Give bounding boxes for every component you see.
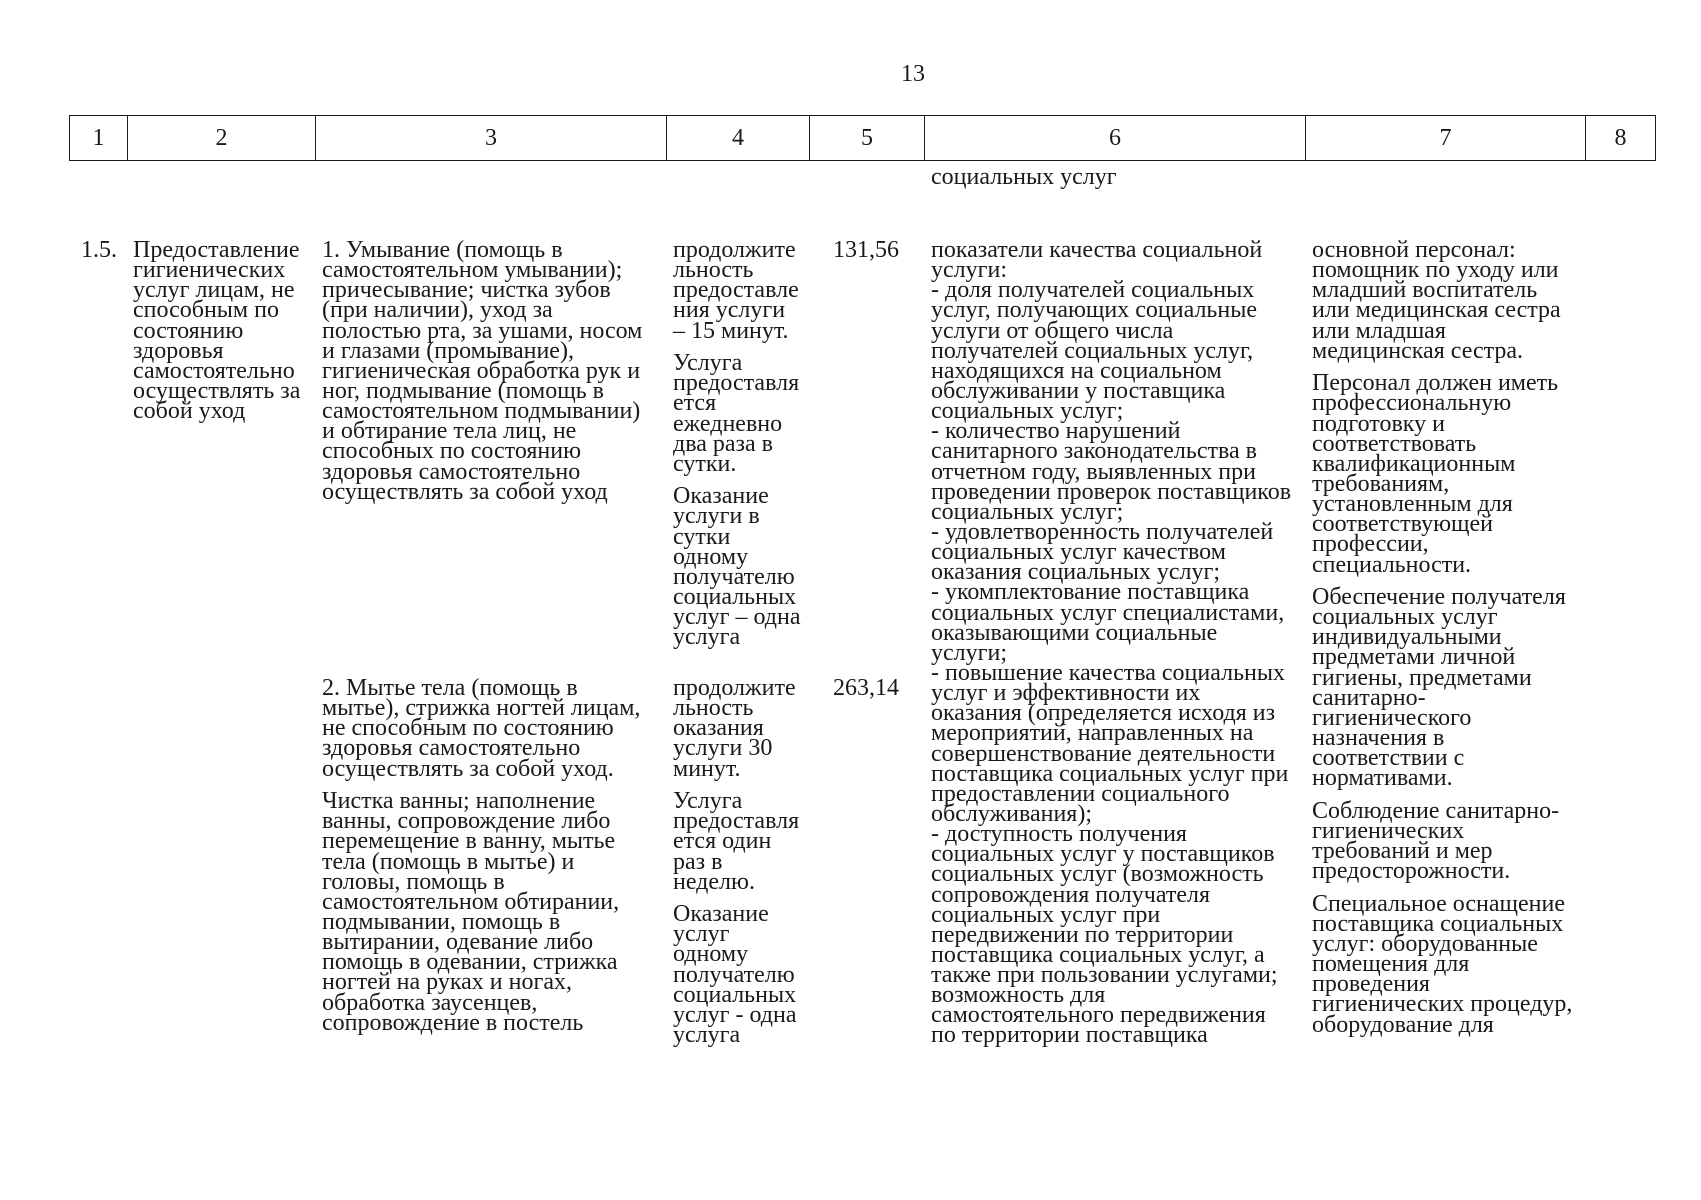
text-line: ется [673,390,717,417]
text-line: предоставлении социального [931,780,1230,807]
text-line: льность [673,695,754,722]
text-line: вытирании, одевание либо [322,929,594,956]
text-line: Предоставление [133,237,300,263]
text-line: получателю [673,961,795,988]
text-line: находящихся на социальном [931,357,1222,384]
text-line: квалификационным [1312,450,1516,477]
text-line: гигиены, предметами [1312,664,1532,691]
text-line: социальных услуг при [931,901,1161,928]
text-line: услуги от общего числа [931,317,1174,344]
service-2-terms-paragraph [673,901,799,1049]
text-line: причесывание; чистка зубов [322,277,611,304]
text-line: продолжите [673,675,796,701]
text-line: способным по [133,297,279,324]
text-line: гигиенических [133,257,286,284]
text-line: соответствии с [1312,745,1465,772]
text-line: оказывающими социальные [931,619,1218,646]
service-name [133,237,301,425]
service-1-terms-paragraph [673,237,801,344]
text-line: 1. Умывание (помощь в [322,237,563,263]
text-line: подготовку и [1312,410,1445,437]
text-line: полостью рта, за ушами, носом [322,317,643,344]
service-1-description [322,237,643,505]
text-line: по территории поставщика [931,1022,1208,1049]
column-header-4: 4 [667,116,810,160]
text-line: здоровья самостоятельно [322,735,581,762]
text-line: гигиенических [1312,817,1465,844]
text-line: раз в [673,848,723,875]
text-line: соответствовать [1312,430,1477,457]
text-line: гигиенического [1312,704,1472,731]
column-header-1: 1 [70,116,128,160]
text-line: мытье), стрижка ногтей лицам, [322,695,641,722]
text-line: собой уход [133,398,246,425]
service-1-terms-paragraph [673,350,801,477]
service-conditions-paragraph [1312,584,1572,792]
column-header-2: 2 [128,116,316,160]
quality-indicators [931,237,1292,1049]
text-line: специальности. [1312,551,1472,578]
text-line: Оказание [673,901,769,928]
text-line: - укомплектование поставщика [931,579,1250,606]
text-line: соответствующей [1312,511,1494,538]
text-line: социальных услуг специалистами, [931,599,1285,626]
text-line: требованиям, [1312,470,1450,497]
text-line: здоровья самостоятельно [322,458,581,485]
text-line: услуг и эффективности их [931,680,1201,707]
text-line: мероприятий, направленных на [931,720,1254,747]
service-name-paragraph [133,237,301,425]
text-line: не способным по состоянию [322,715,614,742]
continuation-text: социальных услуг [931,164,1117,190]
text-line: или медицинская сестра [1312,297,1561,324]
text-line: тела (помощь в мытье) и [322,848,575,875]
text-line: возможность для [931,982,1106,1009]
service-conditions-paragraph [1312,370,1572,578]
text-line: услуг, получающих социальные [931,297,1257,324]
text-line: два раза в [673,430,773,457]
text-line: проведения [1312,971,1430,998]
text-line: основной персонал: [1312,237,1516,263]
text-line: требований и мер [1312,838,1493,865]
text-line: услуг: оборудованные [1312,931,1538,958]
text-line: ется один [673,828,772,855]
text-line: Услуга [673,788,743,815]
text-line: самостоятельном обтирании, [322,888,620,915]
text-line: осуществлять за собой уход [322,478,608,505]
text-line: сопровождения получателя [931,881,1210,908]
text-line: Специальное оснащение [1312,890,1565,917]
column-header-5: 5 [810,116,925,160]
text-line: минут. [673,755,741,782]
text-line: назначения в [1312,725,1445,752]
text-line: - количество нарушений [931,418,1181,445]
text-line: Услуга [673,350,743,377]
text-line: Соблюдение санитарно- [1312,797,1560,824]
text-line: продолжите [673,237,796,263]
column-header-6: 6 [925,116,1306,160]
text-line: установленным для [1312,491,1513,518]
text-line: социальных [673,981,797,1008]
text-line: услуги 30 [673,735,773,762]
text-line: обслуживания); [931,800,1093,827]
text-line: оборудование для [1312,1011,1494,1038]
text-line: неделю. [673,868,755,895]
text-line: услуга [673,1022,741,1049]
text-line: получателю [673,563,795,590]
text-line: отчетном году, выявленных при [931,458,1256,485]
text-line: способных по состоянию [322,438,582,465]
text-line: одному [673,543,749,570]
column-header-3: 3 [316,116,667,160]
text-line: проведении проверок поставщиков [931,478,1292,505]
text-line: - удовлетворенность получателей [931,518,1274,545]
text-line: самостоятельного передвижения [931,1002,1266,1029]
text-line: перемещение в ванну, мытье [322,828,616,855]
text-line: услуги: [931,257,1007,284]
text-line: самостоятельном умывании); [322,257,623,284]
text-line: здоровья [133,337,224,364]
text-line: ежедневно [673,410,783,437]
text-line: – 15 минут. [673,317,789,344]
text-line: осуществлять за [133,377,301,404]
text-line: оказания социальных услуг; [931,559,1221,586]
text-line: одному [673,941,749,968]
text-line: предоставле [673,277,799,304]
text-line: показатели качества социальной [931,237,1263,263]
text-line: оказания (определяется исходя из [931,700,1276,727]
service-2-description [322,675,641,1036]
text-line: самостоятельно [133,357,295,384]
text-line: Оказание [673,483,769,510]
service-conditions [1312,237,1573,1038]
service-2-terms [673,675,800,1049]
text-line: самостоятельном подмывании) [322,398,641,425]
text-line: сопровождение в постель [322,1009,584,1036]
service-conditions-paragraph [1312,237,1572,364]
text-line: льность [673,257,754,284]
text-line: Обеспечение получателя [1312,584,1566,611]
text-line: ногтей на руках и ногах, [322,969,572,996]
text-line: санитарно- [1312,684,1426,711]
text-line: обслуживании у поставщика [931,377,1226,404]
text-line: социальных [673,584,797,611]
text-line: социальных услуг; [931,498,1124,525]
service-1-description-paragraph [322,237,643,505]
text-line: младший воспитатель [1312,277,1538,304]
text-line: - повышение качества социальных [931,659,1285,686]
text-line: помощник по уходу или [1312,257,1559,284]
text-line: индивидуальными [1312,624,1502,651]
text-line: медицинская сестра. [1312,337,1524,364]
text-line: социальных услуг [1312,604,1498,631]
text-line: 2. Мытье тела (помощь в [322,675,578,701]
text-line: профессиональную [1312,390,1512,417]
text-line: сутки [673,523,731,550]
text-line: и глазами (промывание), [322,337,574,364]
service-2-price: 263,14 [833,675,899,701]
text-line: услуг лицам, не [133,277,295,304]
text-line: обработка заусенцев, [322,989,538,1016]
service-conditions-paragraph [1312,797,1572,885]
text-line: услуги в [673,503,760,530]
service-conditions-paragraph [1312,890,1573,1038]
text-line: также при пользовании услугами; [931,962,1278,989]
text-line: получателей социальных услуг, [931,337,1254,364]
text-line: социальных услуг; [931,398,1124,425]
text-line: Чистка ванны; наполнение [322,788,596,815]
service-1-terms-paragraph [673,483,801,651]
text-line: помощь в одевании, стрижка [322,949,618,976]
text-line: подмывании, помощь в [322,908,561,935]
text-line: поставщика социальных услуг, а [931,941,1265,968]
text-line: услуг - одна [673,1001,797,1028]
text-line: социальных услуг качеством [931,539,1226,566]
text-line: гигиеническая обработка рук и [322,357,641,384]
text-line: Персонал должен иметь [1312,370,1559,397]
quality-indicators-paragraph [931,237,1292,1049]
column-header-8: 8 [1614,125,1627,151]
text-line: и обтирание тела лиц, не [322,418,577,445]
service-2-terms-paragraph [673,788,800,895]
text-line: предоставля [673,808,800,835]
text-line: предоставля [673,370,800,397]
table-header-row [69,115,1656,161]
text-line: ния услуги [673,297,786,324]
service-2-description-paragraph [322,675,641,782]
service-2-terms-paragraph [673,675,799,782]
column-header-7: 7 [1306,116,1586,160]
text-line: ванны, сопровождение либо [322,808,611,835]
text-line: оказания [673,715,764,742]
page-number: 13 [901,61,925,87]
text-line: осуществлять за собой уход. [322,755,614,782]
text-line: профессии, [1312,531,1429,558]
text-line: (при наличии), уход за [322,297,553,324]
service-2-description-paragraph [322,788,640,1036]
text-line: совершенствование деятельности [931,740,1276,767]
text-line: - доступность получения [931,821,1187,848]
text-line: передвижении по территории [931,921,1234,948]
text-line: услуг [673,921,730,948]
text-line: - доля получателей социальных [931,277,1255,304]
text-line: услуги; [931,639,1007,666]
text-line: предосторожности. [1312,858,1511,885]
text-line: услуга [673,624,741,651]
service-1-price: 131,56 [833,237,899,263]
text-line: помещения для [1312,951,1470,978]
text-line: гигиенических процедур, [1312,991,1573,1018]
text-line: санитарного законодательства в [931,438,1257,465]
text-line: поставщика социальных услуг при [931,760,1289,787]
text-line: нормативами. [1312,765,1453,792]
text-line: поставщика социальных [1312,910,1564,937]
row-number: 1.5. [81,237,117,263]
text-line: состоянию [133,317,244,344]
text-line: сутки. [673,450,737,477]
text-line: ног, подмывание (помощь в [322,377,604,404]
text-line: социальных услуг у поставщиков [931,841,1275,868]
text-line: услуг – одна [673,604,801,631]
text-line: головы, помощь в [322,868,505,895]
text-line: социальных услуг (возможность [931,861,1264,888]
service-1-terms [673,237,801,651]
text-line: предметами личной [1312,644,1516,671]
text-line: или младшая [1312,317,1446,344]
